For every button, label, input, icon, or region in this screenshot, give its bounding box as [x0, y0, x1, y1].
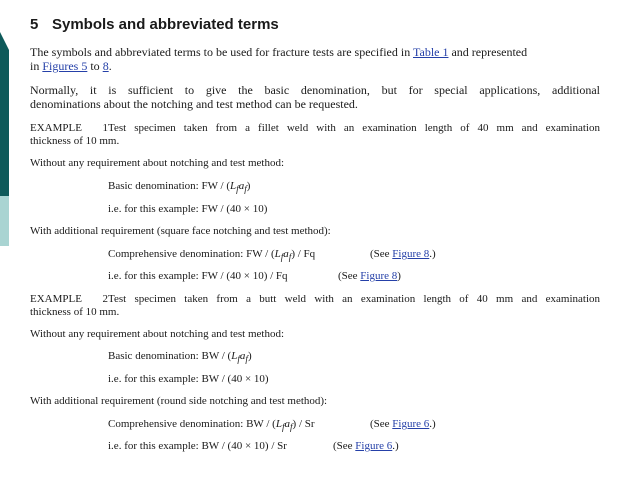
- section-heading: [30, 16, 279, 34]
- example-2-label: EXAMPLE 2: [30, 293, 108, 305]
- figure-8-link[interactable]: 8: [102, 59, 109, 73]
- example-1-comprehensive-example: i.e. for this example: FW / (40 × 10) / Fq: [108, 270, 288, 282]
- intro-paragraph-2-line-1: Normally, it is sufficient to give the basic denomination, but for special applications, additional: [30, 83, 600, 97]
- section-number: 5: [30, 16, 39, 33]
- example-1-no-requirement: Without any requirement about notching and test method:: [30, 157, 285, 169]
- intro-paragraph-2-line-2: denominations about the notching and test method can be requested.: [30, 97, 358, 111]
- figure-8-link[interactable]: Figure 8: [392, 248, 430, 260]
- example-1-with-requirement: With additional requirement (square face notching and test method):: [30, 225, 331, 237]
- example-2-basic-denomination: Basic denomination: BW / $(L_fa_f)$: [108, 350, 252, 365]
- section-title: Symbols and abbreviated terms: [52, 16, 279, 33]
- example-2-no-requirement: Without any requirement about notching and test method:: [30, 328, 285, 340]
- example-1-basic-example: i.e. for this example: FW / (40 × 10): [108, 203, 268, 215]
- figure-6-link[interactable]: Figure 6: [392, 418, 430, 430]
- example-1-see-note-2: (See Figure 8): [338, 270, 401, 282]
- example-2-basic-example: i.e. for this example: BW / (40 × 10): [108, 373, 269, 385]
- intro-paragraph-1-line-1: The symbols and abbreviated terms to be used for fracture tests are specified in Table 1 and represented: [30, 45, 528, 59]
- left-edge-accent-light: [0, 196, 9, 246]
- example-2-see-note-2: (See Figure 6.): [333, 440, 399, 452]
- example-1-line-2: thickness of 10 mm.: [30, 135, 120, 147]
- example-2-line-2: thickness of 10 mm.: [30, 306, 120, 318]
- example-2-line-1: EXAMPLE 2Test specimen taken from a butt weld with an examination length of 40 mm and examination: [30, 293, 600, 305]
- example-1-basic-denomination: Basic denomination: FW / $(L_fa_f)$: [108, 180, 251, 195]
- example-1-comprehensive-denomination: Comprehensive denomination: FW / $(L_fa_f)$ / Fq: [108, 248, 316, 263]
- table-1-link[interactable]: Table 1: [413, 45, 449, 59]
- example-2-see-note-1: (See Figure 6.): [370, 418, 436, 430]
- figure-8-link[interactable]: Figure 8: [360, 270, 398, 282]
- example-2-with-requirement: With additional requirement (round side notching and test method):: [30, 395, 328, 407]
- example-2-comprehensive-example: i.e. for this example: BW / (40 × 10) / Sr: [108, 440, 287, 452]
- example-2-comprehensive-denomination: Comprehensive denomination: BW / $(L_fa_f)$ / Sr: [108, 418, 315, 433]
- example-1-line-1: EXAMPLE 1Test specimen taken from a fillet weld with an examination length of 40 mm and examination: [30, 122, 600, 134]
- figure-6-link[interactable]: Figure 6: [355, 440, 393, 452]
- intro-paragraph-1-line-2: in Figures 5 to 8.: [30, 59, 112, 73]
- figures-5-link[interactable]: Figures 5: [42, 59, 88, 73]
- example-1-see-note-1: (See Figure 8.): [370, 248, 436, 260]
- left-edge-accent-dark: [0, 32, 9, 200]
- example-1-label: EXAMPLE 1: [30, 122, 108, 134]
